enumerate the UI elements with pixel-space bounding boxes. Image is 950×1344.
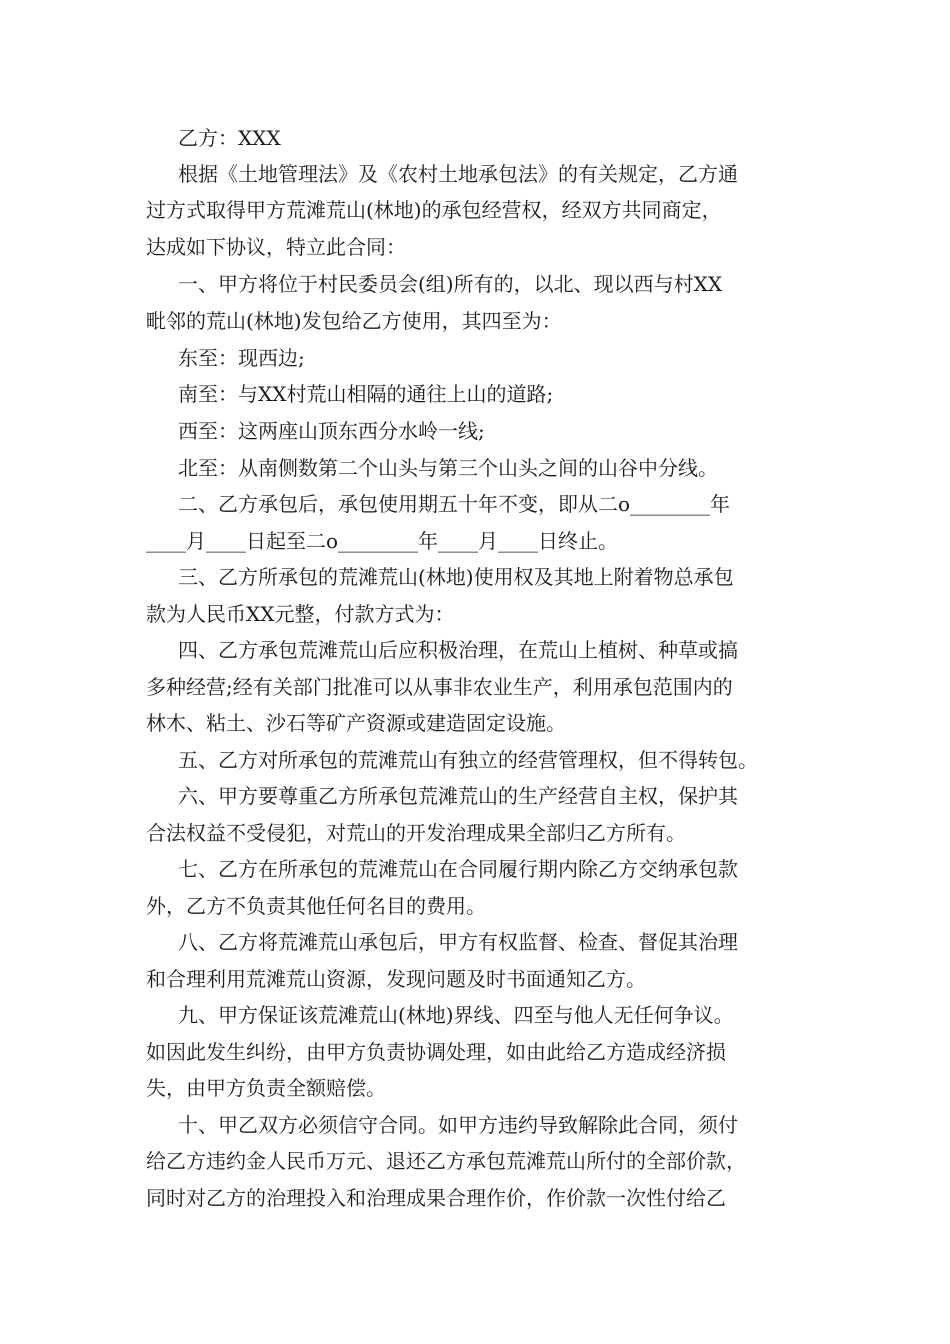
party-b-line: 乙方：XXX bbox=[178, 126, 281, 150]
clause-5-line-1: 五、乙方对所承包的荒滩荒山有独立的经营管理权，但不得转包。 bbox=[178, 748, 758, 772]
clause-8-line-1: 八、乙方将荒滩荒山承包后，甲方有权监督、检查、督促其治理 bbox=[178, 930, 738, 954]
clause-10-line-2: 给乙方违约金人民币万元、退还乙方承包荒滩荒山所付的全部价款， bbox=[146, 1149, 746, 1173]
clause-4-line-2: 多种经营;经有关部门批准可以从事非农业生产，利用承包范围内的 bbox=[146, 675, 733, 699]
boundary-north: 北至：从南侧数第二个山头与第三个山头之间的山谷中分线。 bbox=[178, 456, 718, 480]
clause-1-line-1: 一、甲方将位于村民委员会(组)所有的，以北、现以西与村XX bbox=[178, 272, 723, 296]
clause-2-line-2: ____月____日起至二o________年____月____日终止。 bbox=[146, 529, 619, 553]
clause-3-line-1: 三、乙方所承包的荒滩荒山(林地)使用权及其地上附着物总承包 bbox=[178, 565, 734, 589]
preamble-line-3: 达成如下协议，特立此合同： bbox=[146, 235, 406, 259]
clause-1-line-2: 毗邻的荒山(林地)发包给乙方使用，其四至为： bbox=[146, 309, 562, 333]
clause-4-line-1: 四、乙方承包荒滩荒山后应积极治理，在荒山上植树、种草或搞 bbox=[178, 638, 738, 662]
clause-6-line-1: 六、甲方要尊重乙方所承包荒滩荒山的生产经营自主权，保护其 bbox=[178, 784, 738, 808]
clause-9-line-3: 失，由甲方负责全额赔偿。 bbox=[146, 1076, 386, 1100]
preamble-line-1: 根据《土地管理法》及《农村土地承包法》的有关规定，乙方通 bbox=[178, 162, 738, 186]
boundary-south: 南至：与XX村荒山相隔的通往上山的道路; bbox=[178, 382, 554, 406]
boundary-east: 东至：现西边; bbox=[178, 346, 305, 370]
clause-7-line-1: 七、乙方在所承包的荒滩荒山在合同履行期内除乙方交纳承包款 bbox=[178, 857, 738, 881]
clause-3-line-2: 款为人民币XX元整，付款方式为： bbox=[146, 602, 455, 626]
clause-10-line-1: 十、甲乙双方必须信守合同。如甲方违约导致解除此合同，须付 bbox=[178, 1113, 738, 1137]
clause-6-line-2: 合法权益不受侵犯，对荒山的开发治理成果全部归乙方所有。 bbox=[146, 821, 686, 845]
clause-9-line-1: 九、甲方保证该荒滩荒山(林地)界线、四至与他人无任何争议。 bbox=[178, 1003, 734, 1027]
boundary-west: 西至：这两座山顶东西分水岭一线; bbox=[178, 419, 485, 443]
preamble-line-2: 过方式取得甲方荒滩荒山(林地)的承包经营权，经双方共同商定， bbox=[146, 198, 722, 222]
clause-4-line-3: 林木、粘土、沙石等矿产资源或建造固定设施。 bbox=[146, 711, 566, 735]
clause-9-line-2: 如因此发生纠纷，由甲方负责协调处理，如由此给乙方造成经济损 bbox=[146, 1040, 726, 1064]
clause-2-line-1: 二、乙方承包后，承包使用期五十年不变，即从二o________年 bbox=[178, 492, 731, 516]
clause-7-line-2: 外，乙方不负责其他任何名目的费用。 bbox=[146, 894, 486, 918]
clause-10-line-3: 同时对乙方的治理投入和治理成果合理作价，作价款一次性付给乙 bbox=[146, 1186, 726, 1210]
clause-8-line-2: 和合理利用荒滩荒山资源，发现问题及时书面通知乙方。 bbox=[146, 967, 646, 991]
